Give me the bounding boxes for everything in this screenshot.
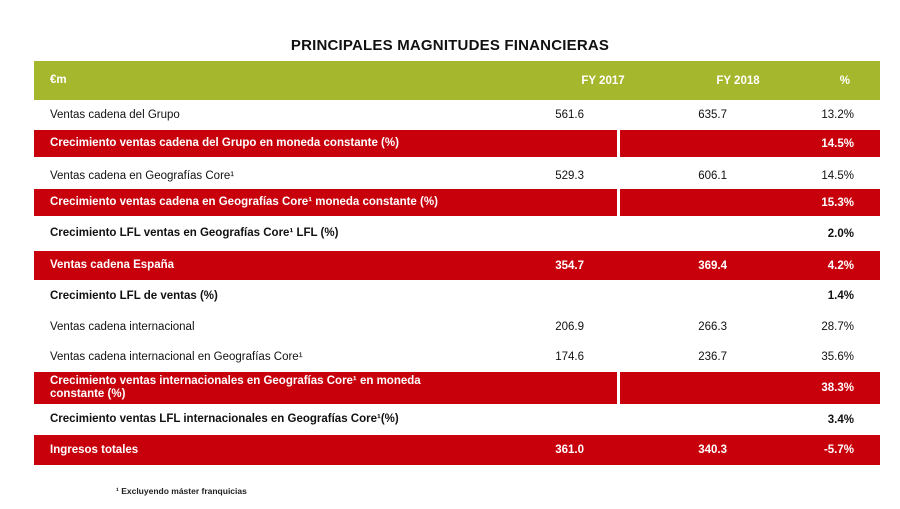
row-label: Ventas cadena internacional en Geografías Core¹	[50, 350, 303, 363]
row-fy2018: 236.7	[698, 351, 727, 363]
row-pct: 14.5%	[821, 170, 854, 182]
row-fy2017: 206.9	[555, 321, 584, 333]
row-label: Crecimiento ventas internacionales en Geografías Core¹ en moneda constante (%)	[50, 375, 421, 400]
row-fy2018	[620, 280, 757, 312]
row-fy2017	[528, 216, 620, 251]
row-pct: 2.0%	[827, 227, 854, 240]
row-label: Crecimiento LFL ventas en Geografías Core¹ LFL (%)	[50, 227, 339, 239]
table-row-highlight	[34, 251, 880, 280]
row-label: Crecimiento ventas LFL internacionales en Geografías Core¹(%)	[50, 413, 399, 425]
table-row	[34, 280, 880, 312]
table-row	[34, 100, 880, 130]
row-label: Ingresos totales	[50, 443, 139, 456]
table-header	[34, 61, 880, 100]
row-fy2017: 361.0	[555, 444, 584, 456]
row-pct: -5.7%	[823, 444, 854, 456]
table-row	[34, 404, 880, 435]
table-row-highlight	[34, 372, 880, 404]
row-fy2018	[620, 404, 757, 435]
row-fy2017: 561.6	[555, 109, 584, 121]
row-pct: 28.7%	[821, 321, 854, 333]
row-label: Ventas cadena España	[50, 259, 175, 271]
financial-table	[34, 61, 880, 465]
page-title: PRINCIPALES MAGNITUDES FINANCIERAS	[290, 37, 610, 54]
row-fy2018: 340.3	[698, 444, 727, 456]
table-row-highlight	[34, 130, 880, 157]
row-label: Ventas cadena internacional	[50, 320, 195, 333]
row-pct: 1.4%	[827, 290, 854, 302]
row-pct: 38.3%	[821, 382, 854, 394]
row-pct: 13.2%	[821, 109, 854, 121]
row-fy2017	[528, 280, 620, 312]
row-fy2018: 606.1	[698, 170, 727, 182]
row-fy2017	[528, 372, 620, 404]
row-fy2018: 369.4	[698, 259, 727, 272]
row-pct: 14.5%	[821, 137, 854, 150]
header-pct: %	[839, 74, 850, 87]
row-label: Crecimiento ventas cadena en Geografías Core¹ moneda constante (%)	[50, 196, 438, 208]
row-fy2017	[528, 130, 620, 157]
header-label: €m	[50, 74, 67, 86]
row-label: Crecimiento ventas cadena del Grupo en moneda constante (%)	[50, 137, 399, 149]
row-fy2018: 266.3	[698, 321, 727, 333]
row-fy2017: 354.7	[555, 259, 584, 272]
row-pct: 35.6%	[821, 351, 854, 363]
row-fy2017	[528, 404, 620, 435]
row-fy2017	[528, 189, 620, 216]
table-row	[34, 312, 880, 342]
table-row	[34, 157, 880, 189]
row-fy2018: 635.7	[698, 109, 727, 121]
table-row	[34, 342, 880, 372]
footnote: ¹ Excluyendo máster franquicias	[116, 486, 247, 496]
header-fy2018: FY 2018	[716, 74, 760, 87]
row-fy2018	[620, 189, 757, 216]
table-row-highlight	[34, 435, 880, 465]
row-pct: 15.3%	[821, 196, 854, 209]
table-row	[34, 216, 880, 251]
row-fy2018	[620, 372, 757, 404]
row-label: Ventas cadena en Geografías Core¹	[50, 169, 235, 182]
row-fy2017: 529.3	[555, 170, 584, 182]
row-label: Ventas cadena del Grupo	[50, 108, 180, 121]
row-label: Crecimiento LFL de ventas (%)	[50, 289, 218, 302]
row-fy2017: 174.6	[555, 351, 584, 363]
header-fy2017: FY 2017	[581, 74, 625, 87]
table-row-highlight	[34, 189, 880, 216]
row-pct: 3.4%	[827, 413, 854, 426]
row-fy2018	[620, 216, 757, 251]
row-pct: 4.2%	[827, 259, 854, 272]
row-fy2018	[620, 130, 757, 157]
